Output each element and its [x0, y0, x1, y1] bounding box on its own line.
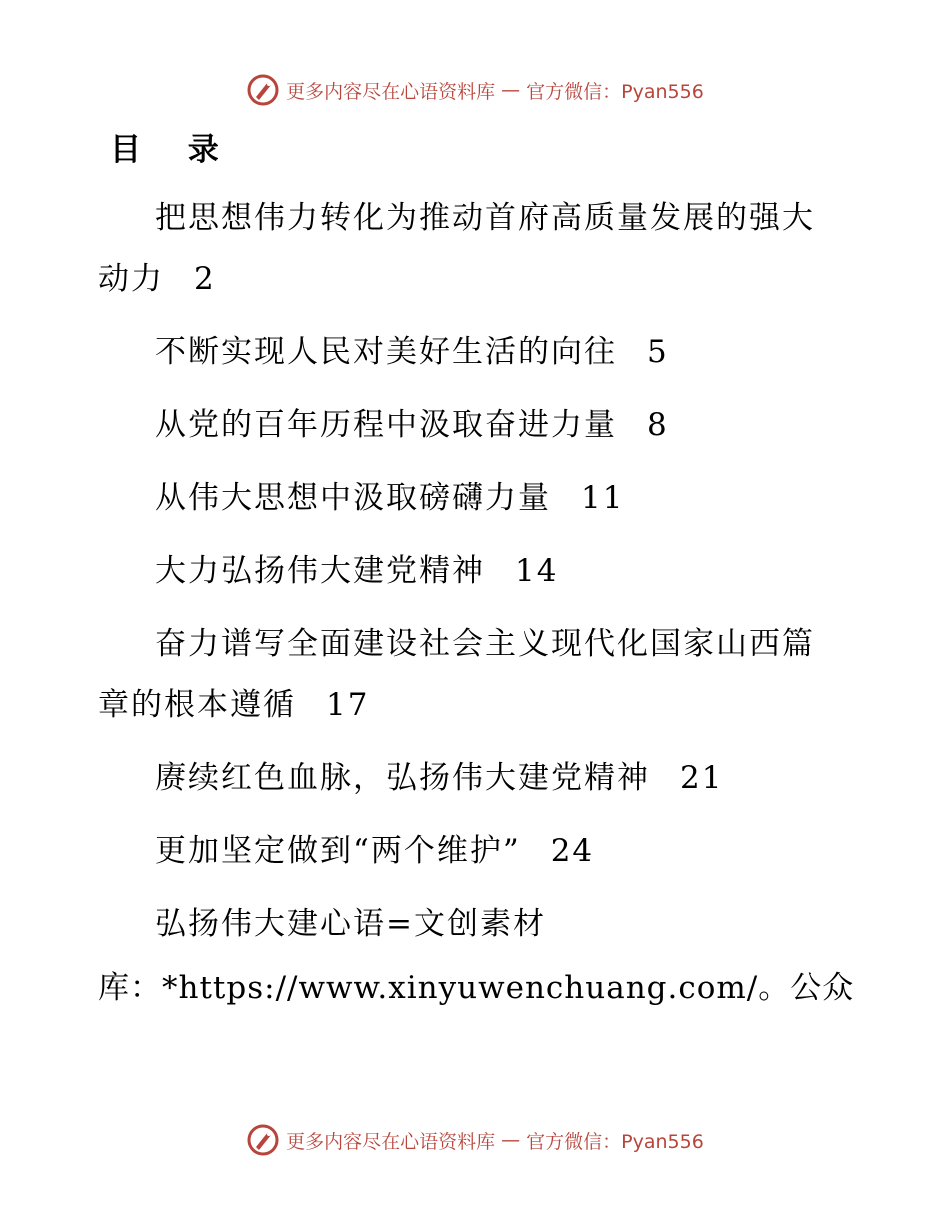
toc-entry-page: 5 [647, 334, 669, 370]
toc-entry-title: 从伟大思想中汲取磅礴力量 [155, 480, 551, 516]
toc-entry-page: 11 [581, 480, 625, 516]
page-title: 目 录 [110, 132, 237, 168]
toc-entry[interactable] [98, 614, 838, 736]
toc-entry[interactable] [98, 322, 838, 383]
toc-entry[interactable] [98, 468, 838, 529]
promo-note-url-line[interactable]: 库：*https://www.xinyuwenchuang.com/。公众 [98, 970, 855, 1006]
pen-nib-logo-icon [246, 1123, 280, 1157]
toc-entry[interactable] [98, 395, 838, 456]
toc-entry[interactable] [98, 188, 838, 310]
banner-separator: — [501, 1129, 521, 1151]
banner-separator: — [501, 79, 521, 101]
toc-entry[interactable] [98, 541, 838, 602]
promo-note-lead: 弘扬伟大建心语=文创素材 [155, 906, 546, 942]
banner-brand: 更多内容尽在心语资料库 [286, 1130, 496, 1153]
toc-entry-page: 21 [680, 760, 724, 796]
toc-entry-page: 8 [647, 407, 669, 443]
toc-entry-title: 赓续红色血脉，弘扬伟大建党精神 [155, 760, 650, 796]
toc-entry-title: 从党的百年历程中汲取奋进力量 [155, 407, 617, 443]
banner-brand: 更多内容尽在心语资料库 [286, 80, 496, 103]
toc-entry-page: 14 [515, 553, 559, 589]
toc-entry-page: 24 [550, 833, 595, 869]
footer-banner [0, 1120, 950, 1160]
header-banner [0, 70, 950, 110]
toc-entry[interactable] [98, 748, 838, 809]
toc-entry-page: 17 [326, 687, 370, 723]
banner-contact: 官方微信：Pyan556 [526, 1130, 704, 1153]
banner-contact: 官方微信：Pyan556 [526, 80, 704, 103]
toc-entry-title: 更加坚定做到“两个维护” [155, 833, 521, 869]
toc-entry-title: 不断实现人民对美好生活的向往 [155, 334, 617, 370]
promo-note [98, 894, 838, 955]
table-of-contents [98, 188, 838, 967]
pen-nib-logo-icon [246, 73, 280, 107]
toc-entry-title: 大力弘扬伟大建党精神 [155, 553, 485, 589]
toc-entry-page: 2 [194, 261, 216, 297]
toc-entry-title: 把思想伟力转化为推动首府高质量发展的强大动力 [98, 200, 815, 297]
toc-entry-title: 奋力谱写全面建设社会主义现代化国家山西篇章的根本遵循 [98, 626, 815, 723]
toc-entry[interactable] [98, 821, 838, 882]
